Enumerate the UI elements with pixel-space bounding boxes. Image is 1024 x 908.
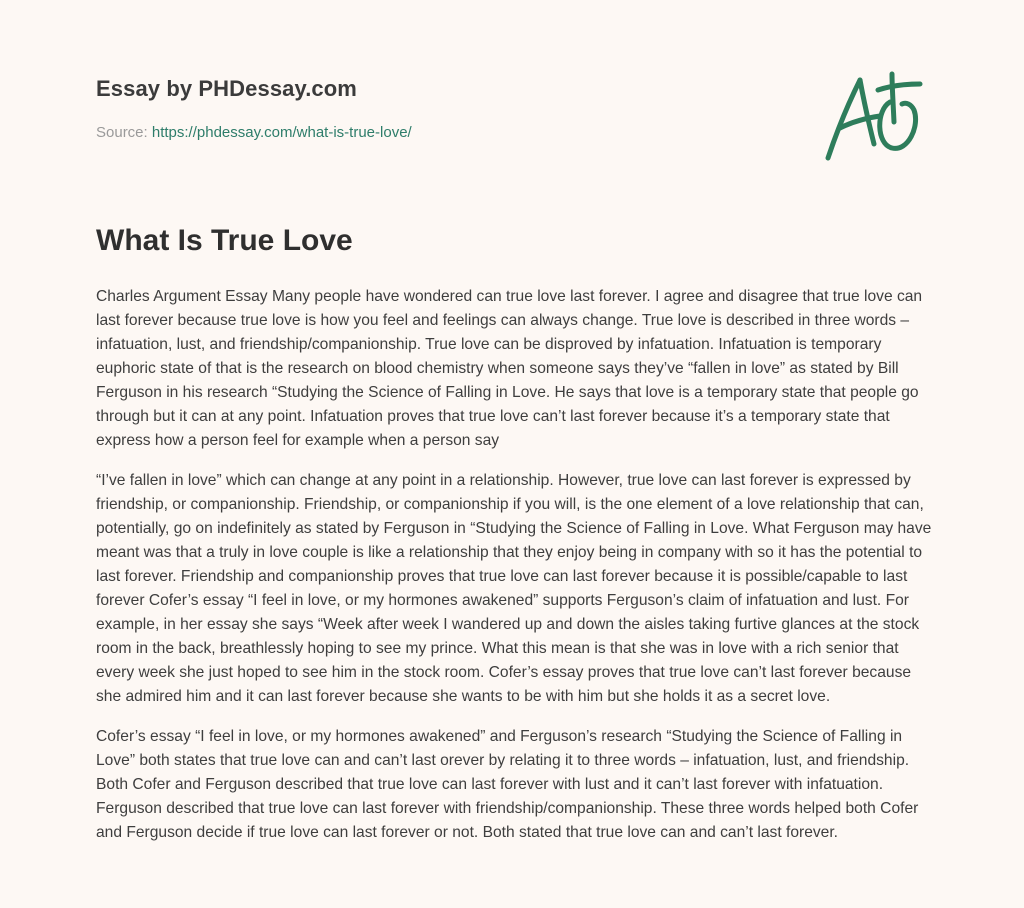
- source-link[interactable]: https://phdessay.com/what-is-true-love/: [151, 124, 412, 141]
- page-title: What Is True Love: [96, 224, 353, 257]
- essay-body: [96, 285, 934, 861]
- site-brand: Essay by PHDessay.com: [96, 76, 357, 101]
- a-plus-grade-icon: [818, 66, 930, 166]
- source-label: Source:: [96, 124, 148, 141]
- essay-paragraph: Cofer’s essay “I feel in love, or my hormones awakened” and Ferguson’s research “Studying the Science of Falling in Love” both states that true love can and can’t last orever by relating it to three words – infatuation, lust, and friendship. Both Cofer and Ferguson described that true love can last forever with lust and it can’t last forever with infatuation. Ferguson described that true love can last forever with friendship/companionship. These three words helped both Cofer and Ferguson decide if true love can last forever or not. Both stated that true love can and can’t last forever.: [96, 728, 919, 841]
- essay-paragraph: Charles Argument Essay Many people have wondered can true love last forever. I agree and disagree that true love can last forever because true love is how you feel and feelings can always change. True love is described in three words – infatuation, lust, and friendship/companionship. True love can be disproved by infatuation. Infatuation is temporary euphoric state of that is the research on blood chemistry when someone says they’ve “fallen in love” as stated by Bill Ferguson in his research “Studying the Science of Falling in Love. He says that love is a temporary state that people go through but it can at any point. Infatuation proves that true love can’t last forever because it’s a temporary state that express how a person feel for example when a person say: [96, 288, 923, 449]
- essay-paragraph: “I’ve fallen in love” which can change at any point in a relationship. However, true love can last forever is expressed by friendship, or companionship. Friendship, or companionship if you will, is the one element of a love relationship that can, potentially, go on indefinitely as stated by Ferguson in “Studying the Science of Falling in Love. What Ferguson may have meant was that a truly in love couple is like a relationship that they enjoy being in company with so it has the potential to last forever. Friendship and companionship proves that true love can last forever because it is possible/capable to last forever Cofer’s essay “I feel in love, or my hormones awakened” supports Ferguson’s claim of infatuation and lust. For example, in her essay she says “Week after week I wandered up and down the aisles taking furtive glances at the stock room in the back, breathlessly hoping to see my prince. What this mean is that she was in love with a rich senior that every week she just hoped to see him in the stock room. Cofer’s essay proves that true love can’t last forever because she admired him and it can last forever because she wants to be with him but she holds it as a secret love.: [96, 472, 932, 705]
- source-line: [96, 124, 412, 141]
